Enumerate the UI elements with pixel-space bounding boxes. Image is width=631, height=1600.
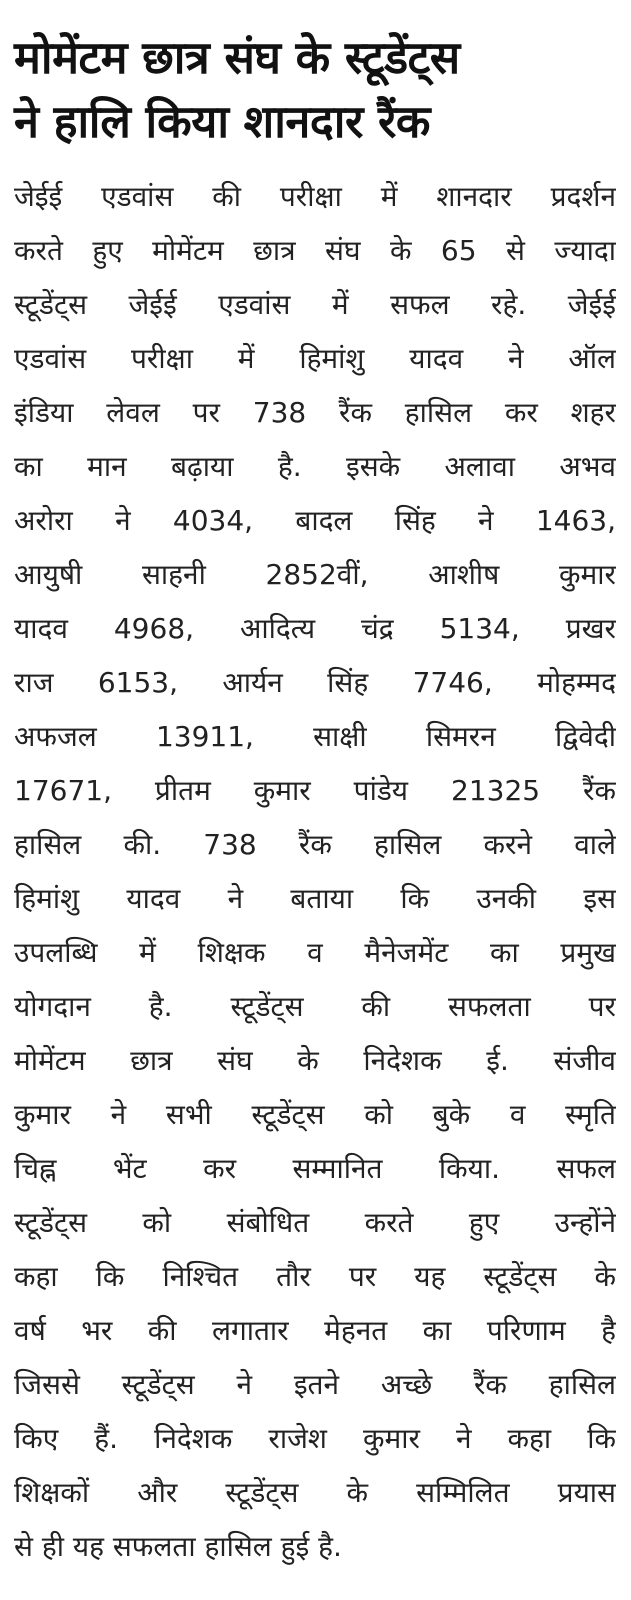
body-line: 17671, प्रीतम कुमार पांडेय 21325 रैंक: [14, 774, 616, 807]
body-line: एडवांस परीक्षा में हिमांशु यादव ने ऑल: [14, 342, 616, 375]
body-line: कुमार ने सभी स्टूडेंट्स को बुके व स्मृति: [14, 1098, 616, 1131]
body-line: अफजल 13911, साक्षी सिमरन द्विवेदी: [14, 720, 616, 753]
body-line: मोमेंटम छात्र संघ के निदेशक ई. संजीव: [14, 1044, 616, 1077]
news-article: [14, 26, 616, 1574]
body-line: उपलब्धि में शिक्षक व मैनेजमेंट का प्रमुख: [14, 936, 616, 969]
body-line: शिक्षकों और स्टूडेंट्स के सम्मिलित प्रयास: [14, 1476, 616, 1509]
body-line: चिह्न भेंट कर सम्मानित किया. सफल: [14, 1152, 616, 1185]
body-line: का मान बढ़ाया है. इसके अलावा अभव: [14, 450, 616, 483]
body-line: योगदान है. स्टूडेंट्स की सफलता पर: [14, 990, 616, 1023]
body-line: जेईई एडवांस की परीक्षा में शानदार प्रदर्शन: [14, 180, 616, 213]
body-line: कहा कि निश्चित तौर पर यह स्टूडेंट्स के: [14, 1260, 616, 1293]
body-line: स्टूडेंट्स को संबोधित करते हुए उन्होंने: [14, 1206, 616, 1239]
body-line: वर्ष भर की लगातार मेहनत का परिणाम है: [14, 1314, 616, 1347]
body-line: जिससे स्टूडेंट्स ने इतने अच्छे रैंक हासिल: [14, 1368, 616, 1401]
body-line: यादव 4968, आदित्य चंद्र 5134, प्रखर: [14, 612, 616, 645]
body-line: अरोरा ने 4034, बादल सिंह ने 1463,: [14, 504, 616, 537]
headline-line-1: मोमेंटम छात्र संघ के स्टूडेंट्स: [14, 31, 460, 84]
body-line: स्टूडेंट्स जेईई एडवांस में सफल रहे. जेईई: [14, 288, 616, 321]
body-line: करते हुए मोमेंटम छात्र संघ के 65 से ज्यादा: [14, 234, 616, 267]
body-line: हिमांशु यादव ने बताया कि उनकी इस: [14, 882, 616, 915]
headline-line-2: ने हालि किया शानदार रैंक: [14, 95, 430, 148]
body-line: राज 6153, आर्यन सिंह 7746, मोहम्मद: [14, 666, 616, 699]
body-line: इंडिया लेवल पर 738 रैंक हासिल कर शहर: [14, 396, 616, 429]
body-line: हासिल की. 738 रैंक हासिल करने वाले: [14, 828, 616, 861]
article-headline: [14, 26, 616, 154]
body-line: से ही यह सफलता हासिल हुई है.: [14, 1530, 342, 1563]
body-line: किए हैं. निदेशक राजेश कुमार ने कहा कि: [14, 1422, 616, 1455]
body-line: आयुषी साहनी 2852वीं, आशीष कुमार: [14, 558, 616, 591]
article-body: [14, 170, 616, 1574]
